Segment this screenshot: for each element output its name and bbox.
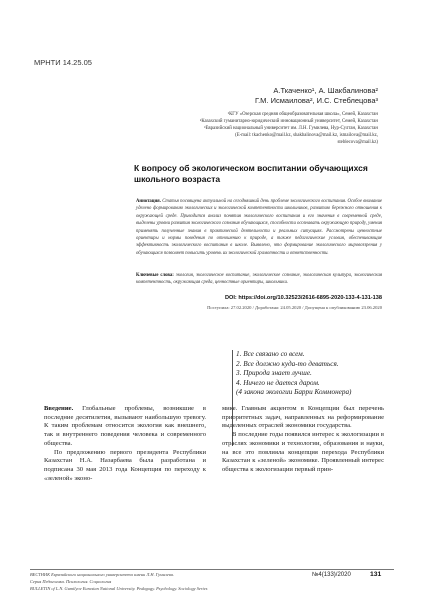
body-column-left <box>44 405 206 483</box>
footer-journal-line-1: ВЕСТНИК Евразийского национального университета имени Л.Н. Гумилева. <box>30 572 175 577</box>
epigraph <box>236 350 386 398</box>
affiliation-2: ²Казахский гуманитарно-юридический инновационный университет, Семей, Казахстан <box>199 119 378 125</box>
affiliation-1: ¹КГУ «Озерская средняя общеобразовательная школа», Семей, Казахстан <box>227 112 378 117</box>
affiliations <box>58 111 378 146</box>
intro-label: Введение. <box>44 405 74 412</box>
abstract <box>136 198 382 257</box>
footer-issue: №4(133)/2020 <box>312 572 351 578</box>
body-paragraph: В последние годы появился интерес к экологизации в отраслях экономики и технологии, образования и науки, на все это повлияла концепция перехода Республики Казахстан к «зеленой» экономике. Проявленный интерес общества к экологизации первый прин- <box>222 431 384 473</box>
footer-journal <box>30 572 290 592</box>
submission-dates: Поступила: 27.02.2020 / Доработана: 24.05.2020 / Допущена к опубликованию 23.06.2020 <box>207 305 382 310</box>
body-paragraph: мике. Главным акцентом в Концепции был перечень приоритетных задач, направленных на реформирование выделенных отраслей экономики государства. <box>222 405 384 430</box>
affiliation-3: ³Евразийский национальный университет им. Л.Н. Гумилева, Нур-Султан, Казахстан <box>204 126 378 132</box>
epigraph-line-4: 4. Ничего не дается даром. <box>236 378 320 387</box>
body-column-right <box>222 405 384 475</box>
keywords-text: экология, экологическое воспитание, экологическое сознание, экологическая культура, экологическая компетентность, окружающая среда, ценностные ориентиры, школьники. <box>136 273 382 286</box>
author-line-2: Г.М. Исмаилова², И.С. Стеблецова³ <box>254 96 378 105</box>
body-paragraph: По предложению первого президента Республики Казахстан Н.А. Назарбаева была разработана и подписана 30 мая 2013 года Концепция по переходу к «зеленой» эконо- <box>44 448 206 482</box>
epigraph-line-2: 2. Все должно куда-то деваться. <box>236 359 339 368</box>
author-list <box>118 86 378 106</box>
doi-link[interactable]: DOI: https://doi.org/10.32523/2616-6895-2020-133-4-131-138 <box>224 295 382 301</box>
footer-rule <box>30 569 394 570</box>
footer-journal-line-2: Серия Педагогика. Психология. Социология <box>30 578 112 584</box>
epigraph-attribution: (4 закона экологии Барри Коммонера) <box>236 388 352 397</box>
epigraph-line-3: 3. Природа знает лучше. <box>236 369 312 378</box>
affiliation-email-2: steblecova@mail.kz) <box>337 140 378 146</box>
page-number: 131 <box>370 571 382 578</box>
intro-text: Глобальные проблемы, возникшие в последние десятилетия, вызывают наибольшую тревогу. К таким проблемам относится экология как внешнего, так и внутреннего поведения человека и современного общества. <box>44 405 206 447</box>
affiliation-email-1: (E-mail: tkachenko@mail.kz, shakbalinova@mail.kz, ismailova@mail.kz, <box>235 133 378 139</box>
keywords <box>136 272 382 287</box>
intro-paragraph <box>44 405 206 449</box>
abstract-text: Статья посвящена актуальной на сегодняшний день проблеме экологического воспитания. Особое внимание уделено формированию экологических и экологической компетентности школьников, развитию бережного отношения к окружающей среде. Приводится анализ понятия экологического воспитания и его значения в современной среде, выделены уровни развития экологического сознания обучающихся, способности осознавать окружающую природу, умения применять полученные знания в практической деятельности и реальных ситуациях. Рассмотрены ценностные ориентиры и нормы поведения по отношению к природе, а также педагогические условия, обеспечивающие эффективность экологического воспитания в школе. Выявлено, что формирование экологического мировоззрения у обучающихся позволяет повысить уровень их экологической грамотности и ответственности. <box>136 199 382 256</box>
epigraph-line-1: 1. Все связано со всем. <box>236 350 305 358</box>
abstract-label: Аннотация. <box>136 199 161 204</box>
author-line-1: А.Ткаченко¹, А. Шакбалинова² <box>273 86 378 95</box>
journal-code: МРНТИ 14.25.05 <box>34 58 92 67</box>
keywords-label: Ключевые слова: <box>136 273 174 278</box>
footer-journal-line-3: BULLETIN of L.N. Gumilyov Eurasian National University. Pedagogy. Psychology. Sociology Series <box>30 585 208 591</box>
article-title: К вопросу об экологическом воспитании обучающихся школьного возраста <box>134 163 368 184</box>
